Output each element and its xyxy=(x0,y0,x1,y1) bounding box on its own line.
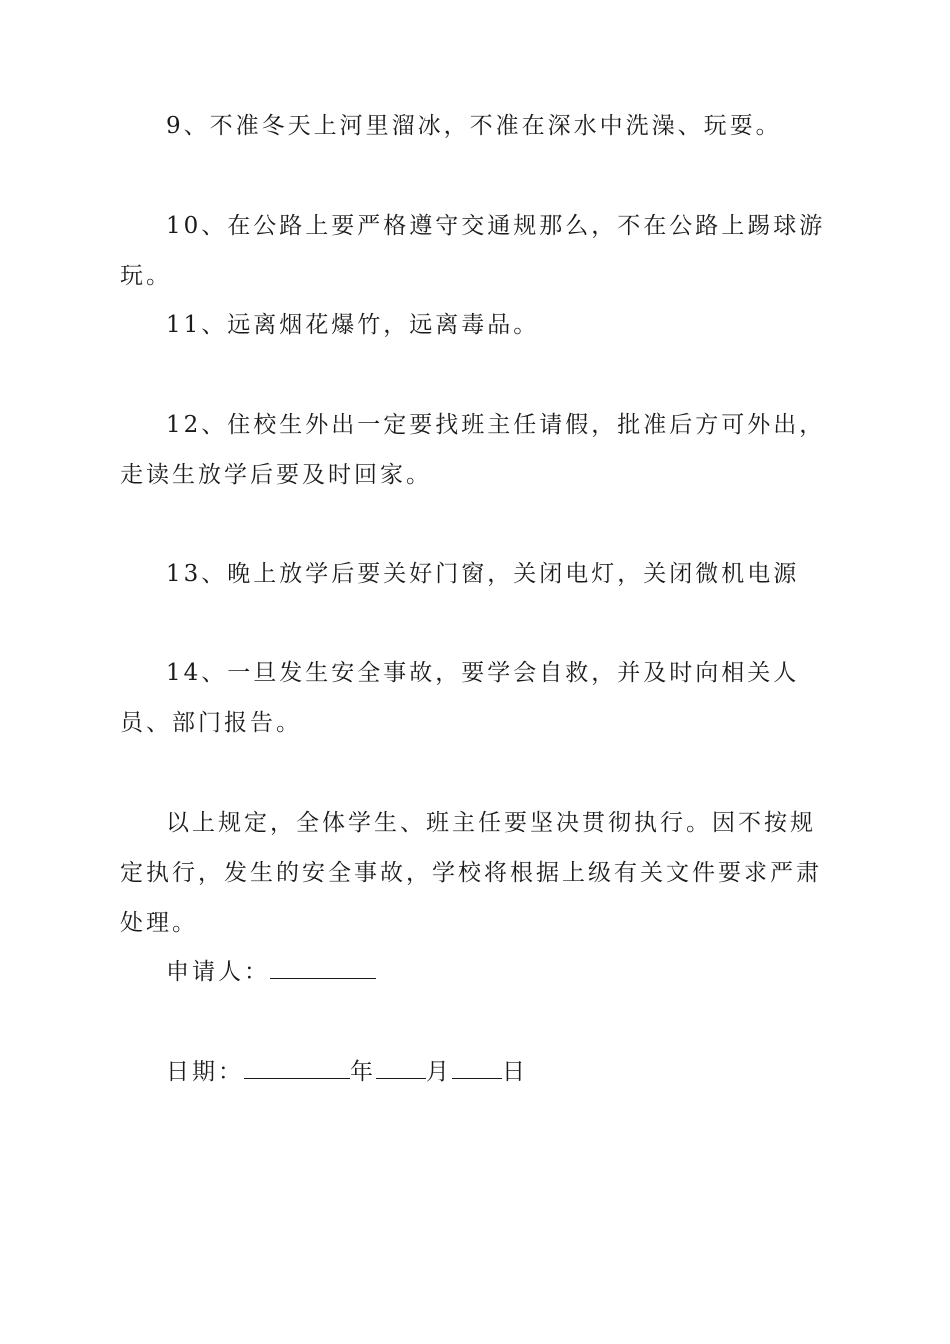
date-line xyxy=(120,1047,832,1097)
year-label: 年 xyxy=(350,1059,376,1085)
applicant-line xyxy=(120,947,832,997)
date-label: 日期： xyxy=(166,1059,244,1085)
day-blank[interactable] xyxy=(452,1052,502,1079)
closing-statement: 以上规定，全体学生、班主任要坚决贯彻执行。因不按规定执行，发生的安全事故，学校将根据上级有关文件要求严肃处理。 xyxy=(120,810,822,936)
year-blank[interactable] xyxy=(244,1052,350,1079)
rule-10: 10、在公路上要严格遵守交通规那么，不在公路上踢球游玩。 xyxy=(120,213,826,289)
rule-11: 11、远离烟花爆竹，远离毒品。 xyxy=(166,312,540,338)
day-label: 日 xyxy=(502,1059,528,1085)
rule-14: 14、一旦发生安全事故，要学会自救，并及时向相关人员、部门报告。 xyxy=(120,660,800,736)
applicant-blank[interactable] xyxy=(270,952,376,979)
rule-13: 13、晚上放学后要关好门窗，关闭电灯，关闭微机电源 xyxy=(166,561,800,587)
rule-12: 12、住校生外出一定要找班主任请假，批准后方可外出，走读生放学后要及时回家。 xyxy=(120,412,826,488)
month-blank[interactable] xyxy=(376,1052,426,1079)
applicant-label: 申请人： xyxy=(166,959,270,985)
month-label: 月 xyxy=(426,1059,452,1085)
rule-9: 9、不准冬天上河里溜冰，不准在深水中洗澡、玩耍。 xyxy=(166,113,782,139)
